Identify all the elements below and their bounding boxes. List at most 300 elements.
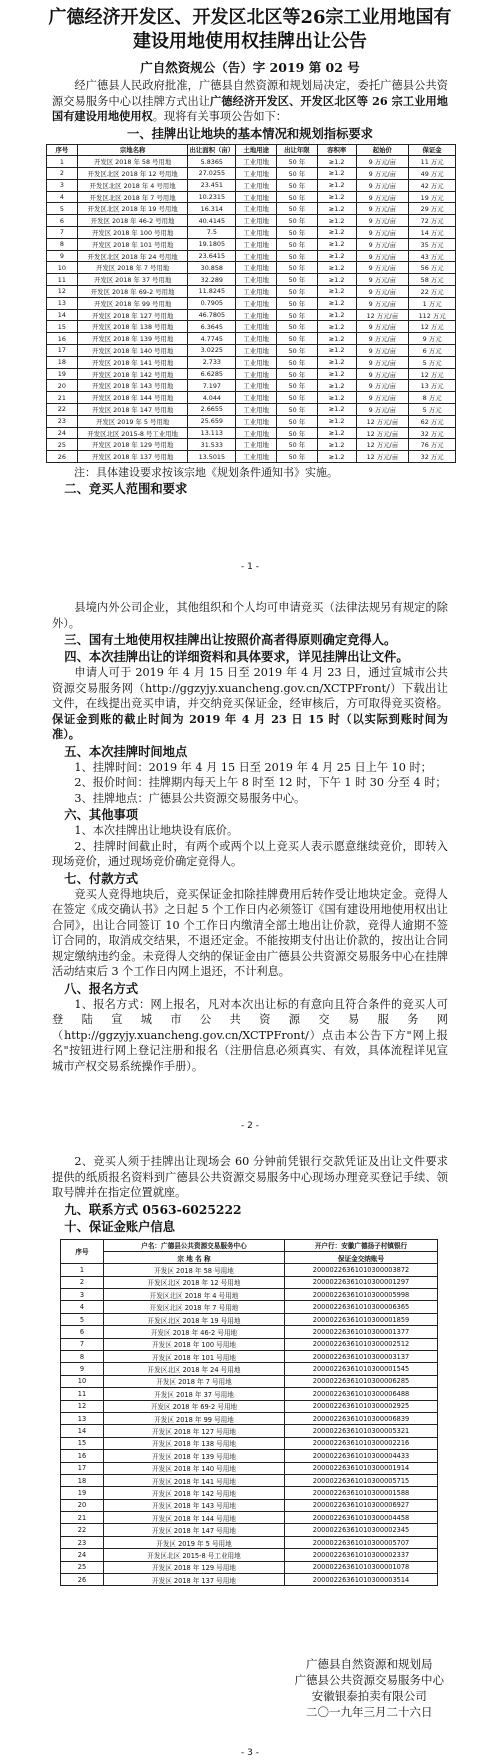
parcel-cell: 50 年 <box>277 392 318 404</box>
parcel-row <box>47 356 456 368</box>
parcel-cell: 4 <box>47 191 78 203</box>
section-7-heading: 七、付款方式 <box>64 870 139 886</box>
parcel-cell: ≥1.2 <box>317 191 356 203</box>
parcel-row <box>47 309 456 321</box>
account-cell: 开发区 2018 年 137 号用地 <box>104 1574 285 1586</box>
parcel-cell: 工业用地 <box>236 156 277 168</box>
parcel-cell: 50 年 <box>277 404 318 416</box>
parcel-cell: 工业用地 <box>236 451 277 463</box>
parcel-cell: 11.8245 <box>188 286 236 298</box>
parcel-row <box>47 345 456 357</box>
section-8-item-1: 1、报名方式：网上报名，凡对本次出让标的有意向且符合条件的竞买人可登陆宣城市公共资源交易服务网（http://ggzyjy.xuancheng.gov.cn/XCTPFront/）点击本公告下方"网上报名"按钮进行网上登记注册和报名（注册信息必须真实、有效，具体流程详见宣城市产权交易系统操作手册）。 <box>52 997 448 1073</box>
parcel-cell: 9 万元/亩 <box>356 380 409 392</box>
account-cell: 开发区北区 2018 年 19 号用地 <box>104 1313 285 1325</box>
account-cell: 20000226361010300006488 <box>285 1388 438 1400</box>
header-cell: 出让年限 <box>277 144 318 156</box>
parcel-cell: 50 年 <box>277 203 318 215</box>
parcel-cell: 2.6655 <box>188 404 236 416</box>
parcel-cell: 17 <box>47 345 78 357</box>
parcel-cell: 工业用地 <box>236 356 277 368</box>
parcel-cell: ≥1.2 <box>317 333 356 345</box>
parcel-cell: 工业用地 <box>236 439 277 451</box>
parcel-cell: 9 万元/亩 <box>356 356 409 368</box>
parcel-cell: 50 年 <box>277 439 318 451</box>
account-row <box>61 1388 438 1400</box>
account-row <box>61 1338 438 1350</box>
table-note: 注：具体建设要求按该宗地《规划条件通知书》实施。 <box>74 466 338 480</box>
parcel-row <box>47 297 456 309</box>
parcel-row <box>47 238 456 250</box>
account-row <box>61 1264 438 1276</box>
parcel-cell: 工业用地 <box>236 368 277 380</box>
parcel-cell: 30.858 <box>188 262 236 274</box>
parcel-cell: 0.7905 <box>188 297 236 309</box>
parcel-cell: 9 万元/亩 <box>356 297 409 309</box>
account-cell: 21 <box>61 1512 104 1524</box>
account-cell: 20000226361010300001914 <box>285 1462 438 1474</box>
parcel-cell: 19 <box>47 368 78 380</box>
section-6-item: 1、本次挂牌出让地块设有底价。 <box>74 824 239 837</box>
account-row <box>61 1375 438 1387</box>
parcel-cell: 6.6285 <box>188 368 236 380</box>
parcel-cell: 50 年 <box>277 451 318 463</box>
parcel-cell: 开发区 2018 年 142 号用地 <box>77 368 188 380</box>
page-1 <box>0 0 500 578</box>
parcel-cell: 7 <box>47 227 78 239</box>
account-cell: 20000226361010300003137 <box>285 1351 438 1363</box>
account-row <box>61 1326 438 1338</box>
account-row <box>61 1351 438 1363</box>
account-row <box>61 1499 438 1511</box>
parcel-cell: 50 年 <box>277 215 318 227</box>
section-10-heading: 十、保证金账户信息 <box>64 1218 175 1234</box>
section-4-text <box>52 665 448 743</box>
parcel-cell: 3 <box>47 179 78 191</box>
parcel-cell: ≥1.2 <box>317 415 356 427</box>
parcel-cell: 9 <box>47 250 78 262</box>
parcel-row <box>47 392 456 404</box>
parcel-cell: 25 <box>47 439 78 451</box>
parcel-row <box>47 415 456 427</box>
page-3 <box>0 1138 500 1764</box>
account-cell: 8 <box>61 1351 104 1363</box>
parcel-cell: ≥1.2 <box>317 345 356 357</box>
account-row <box>61 1536 438 1548</box>
account-cell: 开发区 2018 年 58 号用地 <box>104 1264 285 1276</box>
parcel-cell: 58 万元 <box>409 274 456 286</box>
account-cell: 开发区 2018 年 100 号用地 <box>104 1338 285 1350</box>
account-cell: 开发区 2018 年 37 号用地 <box>104 1388 285 1400</box>
parcel-cell: 25.659 <box>188 415 236 427</box>
parcel-cell: 工业用地 <box>236 415 277 427</box>
section-8-item-2: 2、竞买人须于挂牌出让现场会 60 分钟前凭银行交款凭证及出让文件要求提供的纸质报名资料到广德县公共资源交易服务中心现场办理竞买登记手续、领取号牌并在指定位置就座。 <box>52 1155 448 1199</box>
account-cell: 2 <box>61 1276 104 1288</box>
account-cell: 20000226361010300006365 <box>285 1301 438 1313</box>
account-cell: 20000226361010300002345 <box>285 1524 438 1536</box>
parcel-cell: 50 年 <box>277 427 318 439</box>
parcel-cell: 6 万元 <box>409 345 456 357</box>
parcel-cell: 14 万元 <box>409 227 456 239</box>
parcel-cell: 13 <box>47 297 78 309</box>
account-cell: 开发区北区 2018 年 7 号用地 <box>104 1301 285 1313</box>
account-cell: 开发区 2018 年 140 号用地 <box>104 1462 285 1474</box>
page-title: 广德经济开发区、开发区北区等26宗工业用地国有建设用地使用权挂牌出让公告 <box>48 7 452 52</box>
parcel-row <box>47 286 456 298</box>
parcel-cell: ≥1.2 <box>317 368 356 380</box>
parcel-cell: 9 万元/亩 <box>356 404 409 416</box>
account-cell: 17 <box>61 1462 104 1474</box>
parcel-cell: 工业用地 <box>236 262 277 274</box>
parcel-cell: 23 <box>47 415 78 427</box>
parcel-cell: 开发区 2018 年 129 号用地 <box>77 439 188 451</box>
signature-line: 广德县自然资源和规划局 <box>306 1657 433 1671</box>
account-cell: 9 <box>61 1363 104 1375</box>
account-row <box>61 1412 438 1424</box>
account-cell: 20 <box>61 1499 104 1511</box>
account-cell: 20000226361010300003872 <box>285 1264 438 1276</box>
parcel-cell: 20 <box>47 380 78 392</box>
header-cell: 保证金 <box>409 144 456 156</box>
parcel-table <box>46 144 456 464</box>
parcel-cell: 9 万元/亩 <box>356 179 409 191</box>
account-cell: 5 <box>61 1313 104 1325</box>
parcel-cell: 5 万元 <box>409 356 456 368</box>
parcel-cell: 49 万元 <box>409 168 456 180</box>
parcel-cell: 21 <box>47 392 78 404</box>
parcel-cell: 42 万元 <box>409 179 456 191</box>
parcel-cell: 50 年 <box>277 168 318 180</box>
parcel-cell: 4.044 <box>188 392 236 404</box>
parcel-cell: ≥1.2 <box>317 451 356 463</box>
parcel-cell: 12 万元 <box>409 368 456 380</box>
parcel-cell: ≥1.2 <box>317 250 356 262</box>
parcel-row <box>47 179 456 191</box>
parcel-cell: 工业用地 <box>236 392 277 404</box>
parcel-cell: 43 万元 <box>409 250 456 262</box>
parcel-cell: 开发区 2018 年 58 号用地 <box>77 156 188 168</box>
section-6-item: 2、挂牌时间截止时，有两个或两个以上竞买人表示愿意继续竞价，即转入现场竞价，通过现场竞价确定竞得人。 <box>52 839 448 868</box>
parcel-cell: ≥1.2 <box>317 392 356 404</box>
parcel-cell: 9 万元/亩 <box>356 274 409 286</box>
parcel-cell: 工业用地 <box>236 179 277 191</box>
parcel-cell: 工业用地 <box>236 427 277 439</box>
parcel-cell: 开发区北区 2018 年 12 号用地 <box>77 168 188 180</box>
parcel-cell: 72 万元 <box>409 215 456 227</box>
account-cell: 20000226361010300005998 <box>285 1289 438 1301</box>
account-row <box>61 1561 438 1573</box>
parcel-cell: 工业用地 <box>236 227 277 239</box>
parcel-cell: 27.0255 <box>188 168 236 180</box>
section-9-heading: 九、联系方式 0563-6025222 <box>64 1201 242 1217</box>
parcel-cell: 6 <box>47 215 78 227</box>
parcel-row <box>47 439 456 451</box>
land-name-header: 宗 地 名 称 <box>104 1251 285 1263</box>
parcel-cell: 6.3645 <box>188 321 236 333</box>
account-row <box>61 1400 438 1412</box>
parcel-cell: 9 万元/亩 <box>356 227 409 239</box>
header-cell: 序号 <box>47 144 78 156</box>
signature-date: 二〇一九年三月二十六日 <box>306 1705 433 1719</box>
parcel-cell: 9 万元/亩 <box>356 156 409 168</box>
account-row <box>61 1437 438 1449</box>
parcel-cell: 12 万元/亩 <box>356 415 409 427</box>
account-cell: 开发区 2018 年 101 号用地 <box>104 1351 285 1363</box>
parcel-cell: 15 <box>47 321 78 333</box>
parcel-cell: 50 年 <box>277 345 318 357</box>
parcel-cell: 10 <box>47 262 78 274</box>
parcel-cell: 工业用地 <box>236 297 277 309</box>
parcel-cell: 16 <box>47 333 78 345</box>
parcel-cell: 9 万元/亩 <box>356 250 409 262</box>
account-cell: 20000226361010300001078 <box>285 1561 438 1573</box>
parcel-cell: 1 万元 <box>409 297 456 309</box>
account-cell: 开发区北区 2018 年 4 号用地 <box>104 1289 285 1301</box>
section-8-heading: 八、报名方式 <box>64 980 139 996</box>
parcel-cell: 32 万元 <box>409 427 456 439</box>
parcel-row <box>47 227 456 239</box>
parcel-cell: 24 <box>47 427 78 439</box>
parcel-cell: 开发区 2018 年 140 号用地 <box>77 345 188 357</box>
account-cell: 6 <box>61 1326 104 1338</box>
parcel-cell: 3.0225 <box>188 345 236 357</box>
parcel-cell: 50 年 <box>277 262 318 274</box>
parcel-cell: 19.1805 <box>188 238 236 250</box>
parcel-cell: 工业用地 <box>236 321 277 333</box>
account-cell: 1 <box>61 1264 104 1276</box>
parcel-cell: 13.113 <box>188 427 236 439</box>
parcel-cell: 14 <box>47 309 78 321</box>
account-row <box>61 1301 438 1313</box>
parcel-row <box>47 368 456 380</box>
section-2-text: 县境内外公司企业，其他组织和个人均可申请竞买（法律法规另有规定的除外）。 <box>52 601 448 630</box>
parcel-row <box>47 321 456 333</box>
header-cell: 宗地名称 <box>77 144 188 156</box>
parcel-cell: 8 <box>47 238 78 250</box>
parcel-cell: 工业用地 <box>236 238 277 250</box>
parcel-cell: 5.8365 <box>188 156 236 168</box>
section-5-item: 1、挂牌时间：2019 年 4 月 15 日至 2019 年 4 月 25 日上午 10 时； <box>74 760 432 774</box>
account-row <box>61 1574 438 1586</box>
parcel-row <box>47 215 456 227</box>
parcel-cell: 13.5015 <box>188 451 236 463</box>
parcel-cell: 开发区 2018 年 141 号用地 <box>77 356 188 368</box>
header-cell: 出让面积（亩） <box>188 144 236 156</box>
parcel-cell: 50 年 <box>277 368 318 380</box>
parcel-cell: 工业用地 <box>236 333 277 345</box>
section-4-text-1: 申请人可于 2019 年 4 月 15 日至 2019 年 4 月 23 日，通过宣城市公共资源交易服务网（http://ggzyjy.xuancheng.gov.cn/XCTPFront/）下载出让文件，在线提出竞买申请，并交纳竞买保证金，经审核后，方可取得竞买资格。 <box>52 666 448 710</box>
account-cell: 开发区 2018 年 69-2 号用地 <box>104 1400 285 1412</box>
account-cell: 20000226361010300002925 <box>285 1400 438 1412</box>
parcel-cell: 开发区北区 2018 年 7 号用地 <box>77 191 188 203</box>
parcel-cell: 23.6415 <box>188 250 236 262</box>
parcel-cell: 22 <box>47 404 78 416</box>
parcel-table-header <box>47 144 456 156</box>
parcel-cell: 开发区 2018 年 100 号用地 <box>77 227 188 239</box>
parcel-cell: 开发区北区 2018 年 4 号用地 <box>77 179 188 191</box>
parcel-cell: ≥1.2 <box>317 227 356 239</box>
parcel-cell: 5 <box>47 203 78 215</box>
header-cell: 容积率 <box>317 144 356 156</box>
parcel-row <box>47 250 456 262</box>
parcel-cell: 13 万元 <box>409 380 456 392</box>
parcel-cell: 开发区 2018 年 139 号用地 <box>77 333 188 345</box>
parcel-cell: 50 年 <box>277 333 318 345</box>
parcel-cell: ≥1.2 <box>317 297 356 309</box>
parcel-cell: ≥1.2 <box>317 439 356 451</box>
parcel-cell: 7.197 <box>188 380 236 392</box>
section-5-heading: 五、本次挂牌时间地点 <box>64 743 188 759</box>
account-cell: 20000226361010300005321 <box>285 1425 438 1437</box>
account-cell: 开发区 2018 年 138 号用地 <box>104 1437 285 1449</box>
account-cell: 20000226361010300006839 <box>285 1412 438 1424</box>
signature-line: 广德县公共资源交易服务中心 <box>294 1673 444 1687</box>
parcel-cell: 12 万元/亩 <box>356 451 409 463</box>
parcel-row <box>47 203 456 215</box>
account-cell: 23 <box>61 1536 104 1548</box>
account-row <box>61 1512 438 1524</box>
parcel-cell: 工业用地 <box>236 345 277 357</box>
parcel-cell: 9 万元/亩 <box>356 168 409 180</box>
account-cell: 开发区 2018 年 144 号用地 <box>104 1512 285 1524</box>
account-row <box>61 1474 438 1486</box>
parcel-cell: 9 万元/亩 <box>356 238 409 250</box>
parcel-cell: ≥1.2 <box>317 286 356 298</box>
parcel-cell: 40.4145 <box>188 215 236 227</box>
account-cell: 20000226361010300001588 <box>285 1487 438 1499</box>
column-header-row <box>61 1251 438 1263</box>
parcel-cell: 62 万元 <box>409 415 456 427</box>
parcel-cell: ≥1.2 <box>317 179 356 191</box>
parcel-cell: 工业用地 <box>236 215 277 227</box>
account-cell: 20000226361010300004458 <box>285 1512 438 1524</box>
account-row <box>61 1524 438 1536</box>
parcel-cell: 50 年 <box>277 321 318 333</box>
account-row <box>61 1289 438 1301</box>
parcel-cell: ≥1.2 <box>317 203 356 215</box>
parcel-cell: ≥1.2 <box>317 274 356 286</box>
parcel-cell: 工业用地 <box>236 380 277 392</box>
document-number: 广自然资规公（告）字 2019 第 02 号 <box>140 60 360 75</box>
account-cell: 20000226361010300004433 <box>285 1450 438 1462</box>
parcel-cell: 开发区 2018 年 143 号用地 <box>77 380 188 392</box>
account-cell: 开发区 2018 年 142 号用地 <box>104 1487 285 1499</box>
section-1-heading: 一、挂牌出让地块的基本情况和规划指标要求 <box>127 125 373 141</box>
parcel-cell: 12 万元 <box>409 321 456 333</box>
parcel-cell: 76 万元 <box>409 439 456 451</box>
account-cell: 11 <box>61 1388 104 1400</box>
account-cell: 26 <box>61 1574 104 1586</box>
parcel-cell: 2 <box>47 168 78 180</box>
seq-header: 序号 <box>61 1239 104 1264</box>
parcel-cell: 9 万元/亩 <box>356 345 409 357</box>
section-5-item: 3、挂牌地点：广德县公共资源交易服务中心。 <box>74 791 306 805</box>
account-cell: 15 <box>61 1437 104 1449</box>
parcel-cell: 开发区北区 2015-8 号工业用地 <box>77 427 188 439</box>
account-cell: 20000226361010300001377 <box>285 1326 438 1338</box>
account-cell: 16 <box>61 1450 104 1462</box>
parcel-cell: 工业用地 <box>236 203 277 215</box>
parcel-cell: 工业用地 <box>236 286 277 298</box>
parcel-cell: 工业用地 <box>236 191 277 203</box>
account-cell: 开发区 2018 年 99 号用地 <box>104 1412 285 1424</box>
parcel-row <box>47 191 456 203</box>
parcel-cell: 开发区 2018 年 137 号用地 <box>77 451 188 463</box>
parcel-cell: 50 年 <box>277 356 318 368</box>
account-cell: 20000226361010300001545 <box>285 1363 438 1375</box>
section-6-heading: 六、其他事项 <box>64 807 139 822</box>
parcel-cell: 开发区 2018 年 46-2 号用地 <box>77 215 188 227</box>
parcel-cell: 50 年 <box>277 179 318 191</box>
account-row <box>61 1313 438 1325</box>
parcel-cell: 工业用地 <box>236 274 277 286</box>
parcel-cell: ≥1.2 <box>317 168 356 180</box>
parcel-cell: ≥1.2 <box>317 215 356 227</box>
parcel-row <box>47 168 456 180</box>
parcel-cell: 9 万元/亩 <box>356 203 409 215</box>
header-cell: 起始价 <box>356 144 409 156</box>
deposit-account-table <box>60 1239 438 1587</box>
account-cell: 12 <box>61 1400 104 1412</box>
parcel-cell: 9 万元 <box>409 333 456 345</box>
page-number: - 2 - <box>241 1121 259 1131</box>
account-row <box>61 1276 438 1288</box>
parcel-cell: 56 万元 <box>409 262 456 274</box>
account-cell: 开发区 2018 年 147 号用地 <box>104 1524 285 1536</box>
parcel-cell: ≥1.2 <box>317 427 356 439</box>
parcel-cell: ≥1.2 <box>317 309 356 321</box>
parcel-cell: 9 万元/亩 <box>356 286 409 298</box>
account-cell: 20000226361010300002337 <box>285 1549 438 1561</box>
account-cell: 开发区 2018 年 139 号用地 <box>104 1450 285 1462</box>
parcel-cell: 32 万元 <box>409 451 456 463</box>
parcel-cell: 19 万元 <box>409 191 456 203</box>
account-cell: 19 <box>61 1487 104 1499</box>
parcel-cell: 5 万元 <box>409 404 456 416</box>
parcel-cell: 工业用地 <box>236 309 277 321</box>
parcel-row <box>47 156 456 168</box>
parcel-cell: 50 年 <box>277 309 318 321</box>
account-cell: 20000226361010300002216 <box>285 1437 438 1449</box>
page-number: - 3 - <box>241 1748 259 1758</box>
parcel-cell: 开发区 2018 年 37 号用地 <box>77 274 188 286</box>
account-cell: 开发区 2019 年 5 号用地 <box>104 1536 285 1548</box>
parcel-row <box>47 427 456 439</box>
intro-text-after: 。现将有关事项公告如下： <box>152 110 287 123</box>
parcel-cell: 工业用地 <box>236 250 277 262</box>
parcel-cell: ≥1.2 <box>317 156 356 168</box>
parcel-cell: 9 万元/亩 <box>356 368 409 380</box>
account-cell: 开发区 2018 年 141 号用地 <box>104 1474 285 1486</box>
parcel-row <box>47 451 456 463</box>
parcel-cell: 工业用地 <box>236 404 277 416</box>
parcel-cell: 12 万元/亩 <box>356 427 409 439</box>
parcel-cell: ≥1.2 <box>317 238 356 250</box>
parcel-cell: 开发区 2018 年 69-2 号用地 <box>77 286 188 298</box>
parcel-cell: 1 <box>47 156 78 168</box>
parcel-cell: 32.289 <box>188 274 236 286</box>
account-header-row <box>61 1239 438 1251</box>
parcel-cell: 46.7805 <box>188 309 236 321</box>
account-cell: 20000226361010300002512 <box>285 1338 438 1350</box>
parcel-cell: 开发区 2018 年 7 号用地 <box>77 262 188 274</box>
parcel-cell: 开发区北区 2018 年 24 号用地 <box>77 250 188 262</box>
parcel-cell: 50 年 <box>277 286 318 298</box>
account-cell: 22 <box>61 1524 104 1536</box>
account-cell: 7 <box>61 1338 104 1350</box>
parcel-cell: 50 年 <box>277 274 318 286</box>
account-cell: 开发区 2018 年 143 号用地 <box>104 1499 285 1511</box>
parcel-cell: 112 万元 <box>409 309 456 321</box>
